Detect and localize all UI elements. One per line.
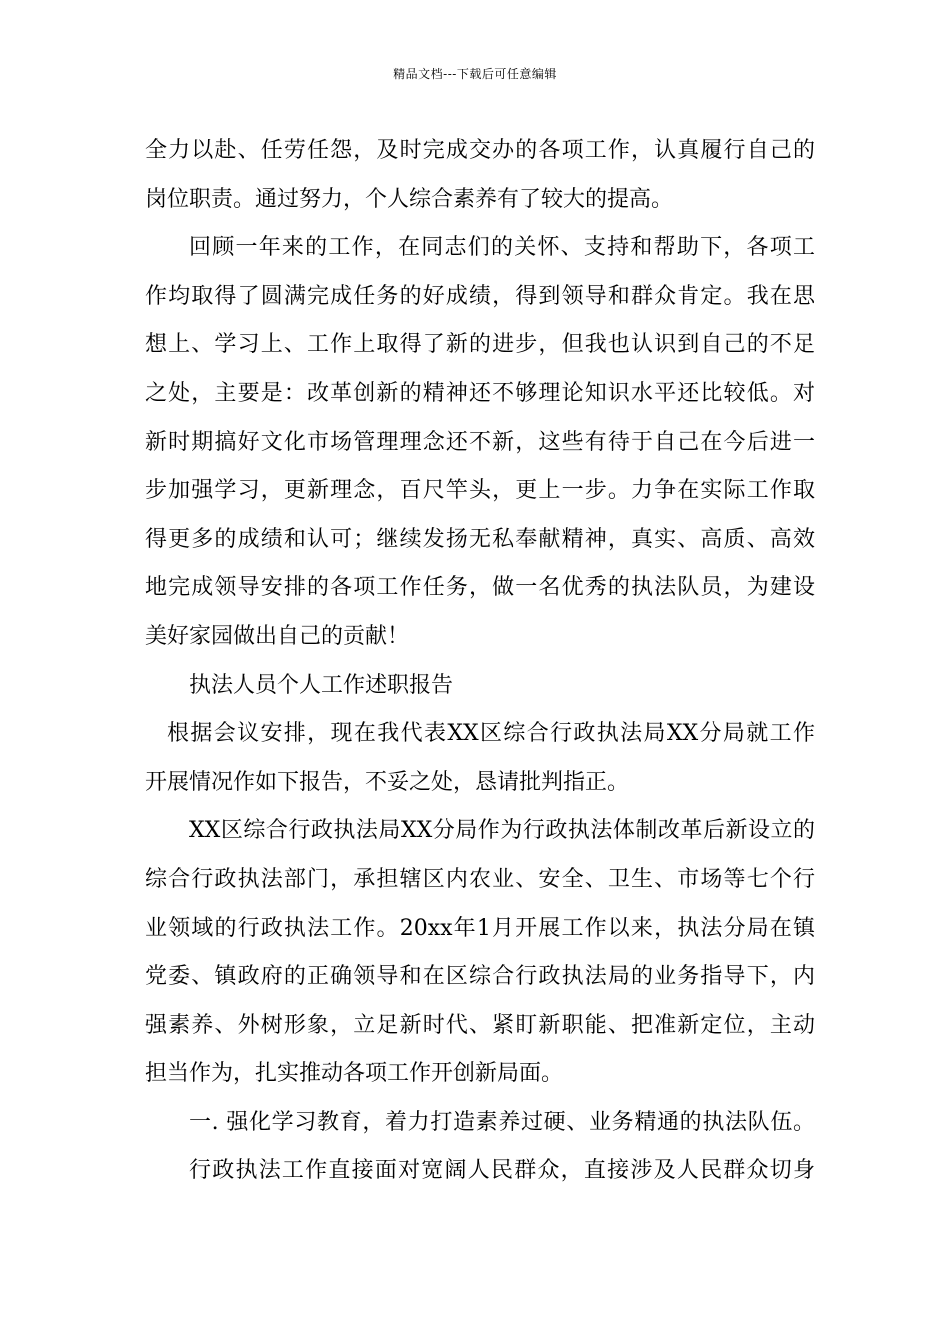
text-line: 步加强学习，更新理念，百尺竿头，更上一步。力争在实际工作取	[145, 478, 815, 504]
text-line: 地完成领导安排的各项工作任务，做一名优秀的执法队员，为建设	[145, 575, 815, 601]
document-body	[145, 127, 815, 1196]
text-line: 全力以赴、任劳任怨，及时完成交办的各项工作，认真履行自己的	[145, 138, 815, 163]
text-line: 根据会议安排，现在我代表XX区综合行政执法局XX分局就工作	[167, 721, 815, 747]
page-header: 精品文档---下载后可任意编辑	[393, 67, 557, 81]
text-line: 担当作为，扎实推动各项工作开创新局面。	[145, 1061, 564, 1087]
text-line: 执法人员个人工作述职报告	[189, 672, 454, 698]
text-line: 美好家园做出自己的贡献！	[145, 623, 410, 649]
text-line: 一. 强化学习教育，着力打造素养过硬、业务精通的执法队伍。	[189, 1109, 815, 1135]
text-line: 党委、镇政府的正确领导和在区综合行政执法局的业务指导下，内	[145, 964, 815, 990]
text-line: 业领域的行政执法工作。20xx年1月开展工作以来，执法分局在镇	[145, 915, 815, 941]
text-line: 作均取得了圆满完成任务的好成绩，得到领导和群众肯定。我在思	[145, 283, 815, 309]
text-line: 想上、学习上、工作上取得了新的进步，但我也认识到自己的不足	[145, 332, 815, 358]
text-line: 岗位职责。通过努力，个人综合素养有了较大的提高。	[145, 186, 674, 212]
text-line: XX区综合行政执法局XX分局作为行政执法体制改革后新设立的	[189, 818, 815, 844]
text-line: 强素养、外树形象，立足新时代、紧盯新职能、把准新定位，主动	[145, 1012, 815, 1038]
text-line: 综合行政执法部门，承担辖区内农业、安全、卫生、市场等七个行	[145, 866, 815, 892]
text-line: 开展情况作如下报告，不妥之处，恳请批判指正。	[145, 769, 630, 795]
text-line: 行政执法工作直接面对宽阔人民群众，直接涉及人民群众切身	[189, 1158, 815, 1184]
text-line: 之处，主要是：改革创新的精神还不够理论知识水平还比较低。对	[145, 380, 815, 406]
text-line: 新时期搞好文化市场管理理念还不新，这些有待于自己在今后进一	[145, 429, 815, 455]
text-line: 回顾一年来的工作，在同志们的关怀、支持和帮助下，各项工	[189, 235, 815, 261]
text-line: 得更多的成绩和认可；继续发扬无私奉献精神，真实、高质、高效	[145, 526, 815, 552]
